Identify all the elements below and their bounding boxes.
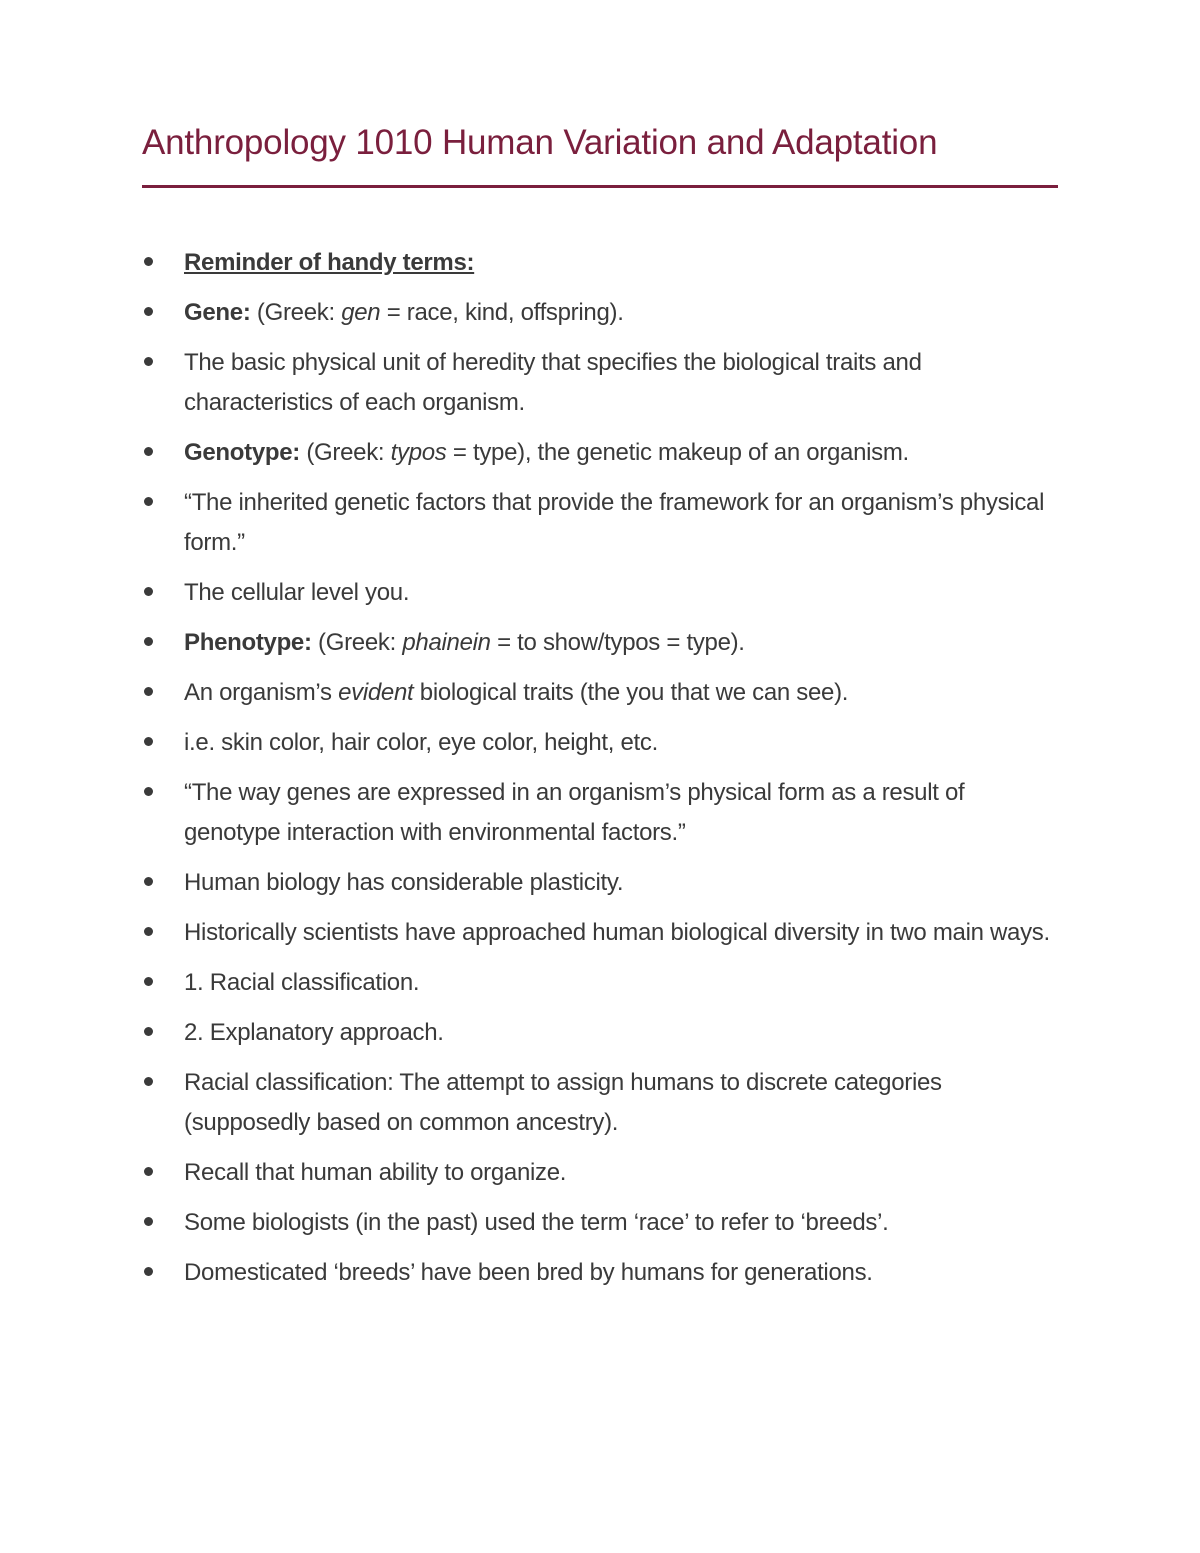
list-item-text: Recall that human ability to organize. <box>184 1159 567 1186</box>
term-origin-word: phainein <box>402 629 491 656</box>
section-heading: Reminder of handy terms: <box>184 249 475 276</box>
list-item-text: 2. Explanatory approach. <box>184 1019 444 1046</box>
list-item-text: “The inherited genetic factors that provide the framework for an organism’s physical form.” <box>184 489 1045 556</box>
list-item-text: i.e. skin color, hair color, eye color, height, etc. <box>184 729 658 756</box>
list-item <box>142 573 1062 613</box>
list-item <box>142 673 1062 713</box>
term-origin-prefix: (Greek: <box>311 629 403 656</box>
list-item-text: “The way genes are expressed in an organism’s physical form as a result of genotype interaction with environmental factors.” <box>184 779 965 846</box>
list-item <box>142 293 1062 333</box>
emphasized-word: evident <box>338 679 414 706</box>
list-item-text: The cellular level you. <box>184 579 410 606</box>
list-item <box>142 433 1062 473</box>
term-origin-word: typos <box>390 439 447 466</box>
list-item-suffix: biological traits (the you that we can see). <box>413 679 849 706</box>
list-item-prefix: An organism’s <box>184 679 339 706</box>
list-item-text: Human biology has considerable plasticity. <box>184 869 624 896</box>
list-item <box>142 343 1062 423</box>
list-item <box>142 243 1062 283</box>
list-item <box>142 1253 1062 1293</box>
list-item <box>142 863 1062 903</box>
term-label: Genotype: <box>184 439 300 466</box>
term-origin-prefix: (Greek: <box>299 439 391 466</box>
list-item-text: Racial classification: The attempt to assign humans to discrete categories (supposedly based on common ancestry). <box>184 1069 942 1136</box>
list-item-text: Domesticated ‘breeds’ have been bred by humans for generations. <box>184 1259 873 1286</box>
term-origin-suffix: = to show/typos = type). <box>490 629 745 656</box>
list-item <box>142 913 1062 953</box>
document-title: Anthropology 1010 Human Variation and Adaptation <box>142 123 938 162</box>
term-origin-suffix: = race, kind, offspring). <box>380 299 624 326</box>
list-item <box>142 963 1062 1003</box>
list-item <box>142 1063 1062 1143</box>
list-item <box>142 623 1062 663</box>
list-item-text: Some biologists (in the past) used the term ‘race’ to refer to ‘breeds’. <box>184 1209 889 1236</box>
list-item <box>142 773 1062 853</box>
list-item <box>142 1013 1062 1053</box>
term-label: Gene: <box>184 299 251 326</box>
list-item <box>142 1203 1062 1243</box>
term-label: Phenotype: <box>184 629 312 656</box>
title-underline-divider <box>142 185 1058 188</box>
list-item-text: 1. Racial classification. <box>184 969 420 996</box>
term-origin-suffix: = type), the genetic makeup of an organism. <box>446 439 909 466</box>
list-item <box>142 723 1062 763</box>
list-item-text: Historically scientists have approached human biological diversity in two main ways. <box>184 919 1050 946</box>
term-origin-prefix: (Greek: <box>250 299 342 326</box>
term-origin-word: gen <box>341 299 381 326</box>
list-item <box>142 1153 1062 1193</box>
list-item <box>142 483 1062 563</box>
list-item-text: The basic physical unit of heredity that specifies the biological traits and characteristics of each organism. <box>184 349 922 416</box>
bullet-list <box>142 243 1062 1303</box>
